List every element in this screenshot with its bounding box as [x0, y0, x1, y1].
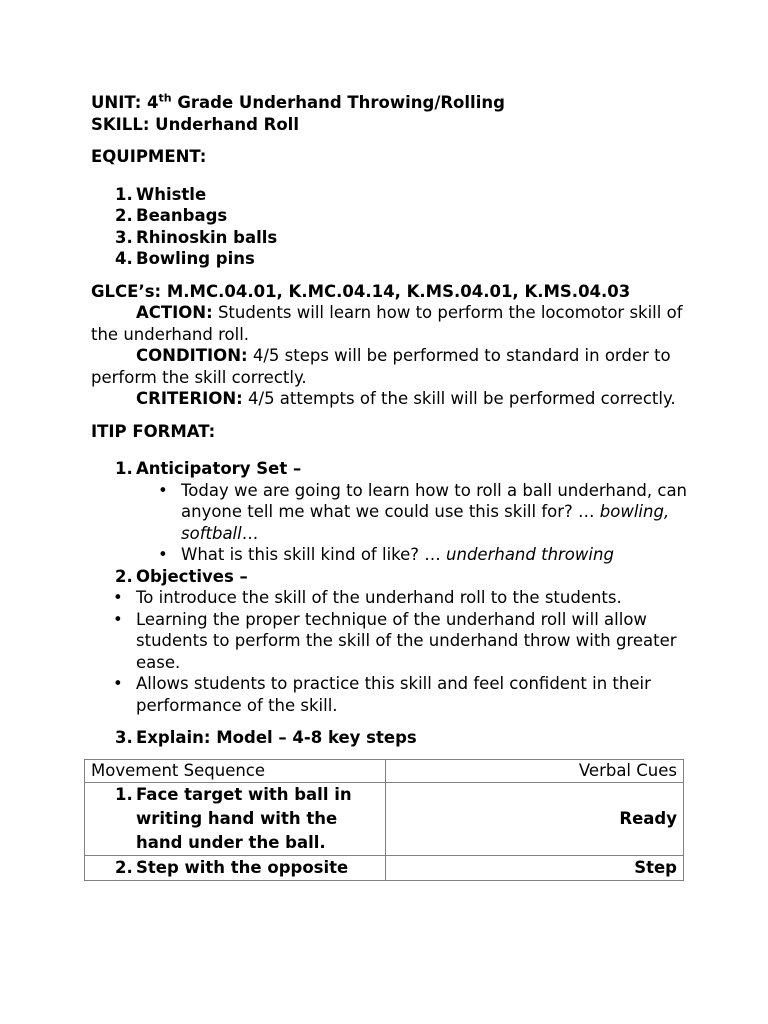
- explain-item: 3. Explain: Model – 4-8 key steps: [115, 728, 417, 747]
- criterion-paragraph: CRITERION: 4/5 attempts of the skill will be performed correctly.: [136, 389, 676, 408]
- equipment-list: [91, 184, 691, 270]
- itip-list: [91, 458, 691, 587]
- sequence-cell: 2. Step with the opposite: [85, 855, 386, 880]
- sequence-cell: 1. Face target with ball in writing hand with the hand under the ball.: [85, 782, 386, 855]
- anticipatory-bullets: [136, 480, 691, 566]
- movement-table: [84, 759, 684, 881]
- list-item: • Allows students to practice this skill and feel confident in their performance of the skill.: [91, 673, 691, 716]
- explain-list: [91, 727, 691, 749]
- list-item: • What is this skill kind of like? … underhand throwing: [158, 544, 691, 566]
- table-header-row: [85, 759, 684, 782]
- cue-cell: Ready: [386, 782, 684, 855]
- glce-heading: GLCE’s: M.MC.04.01, K.MC.04.14, K.MS.04.01, K.MS.04.03: [91, 281, 631, 301]
- itip-heading: ITIP FORMAT:: [91, 421, 216, 441]
- table-row: [85, 782, 684, 855]
- equipment-heading: EQUIPMENT:: [91, 147, 207, 166]
- table-row: [85, 855, 684, 880]
- list-item: 2. Beanbags: [115, 206, 228, 225]
- skill-line: SKILL: Underhand Roll: [91, 114, 299, 134]
- unit-line: UNIT: 4th Grade Underhand Throwing/Rolling: [91, 91, 505, 112]
- column-header-cues: Verbal Cues: [386, 759, 684, 782]
- action-paragraph: ACTION: Students will learn how to perform the locomotor skill of the underhand roll.: [91, 303, 683, 344]
- list-item: 3. Rhinoskin balls: [115, 227, 278, 247]
- list-item: • Today we are going to learn how to roll a ball underhand, can anyone tell me what we could use this skill for? … bowling, softball…: [158, 480, 691, 545]
- column-header-sequence: Movement Sequence: [85, 759, 386, 782]
- list-item: • To introduce the skill of the underhand roll to the students.: [91, 587, 691, 609]
- objectives-item: 2. Objectives –: [115, 566, 248, 586]
- document-page: [91, 92, 691, 881]
- list-item: 1. Whistle: [115, 184, 207, 204]
- cue-cell: Step: [386, 855, 684, 880]
- anticipatory-set-item: 1. Anticipatory Set – • Today we are going to learn how to roll a ball underhand, can anyone tell me what we could use this skill for? … bowling, softball… • What is this skill kind of like? … underhand throwing: [115, 458, 691, 566]
- list-item: • Learning the proper technique of the underhand roll will allow students to perform the skill of the underhand throw with greater ease.: [91, 609, 691, 674]
- list-item: 4. Bowling pins: [115, 249, 255, 268]
- objectives-bullets: [91, 587, 691, 716]
- condition-paragraph: CONDITION: 4/5 steps will be performed to standard in order to perform the skill correctly.: [91, 346, 671, 387]
